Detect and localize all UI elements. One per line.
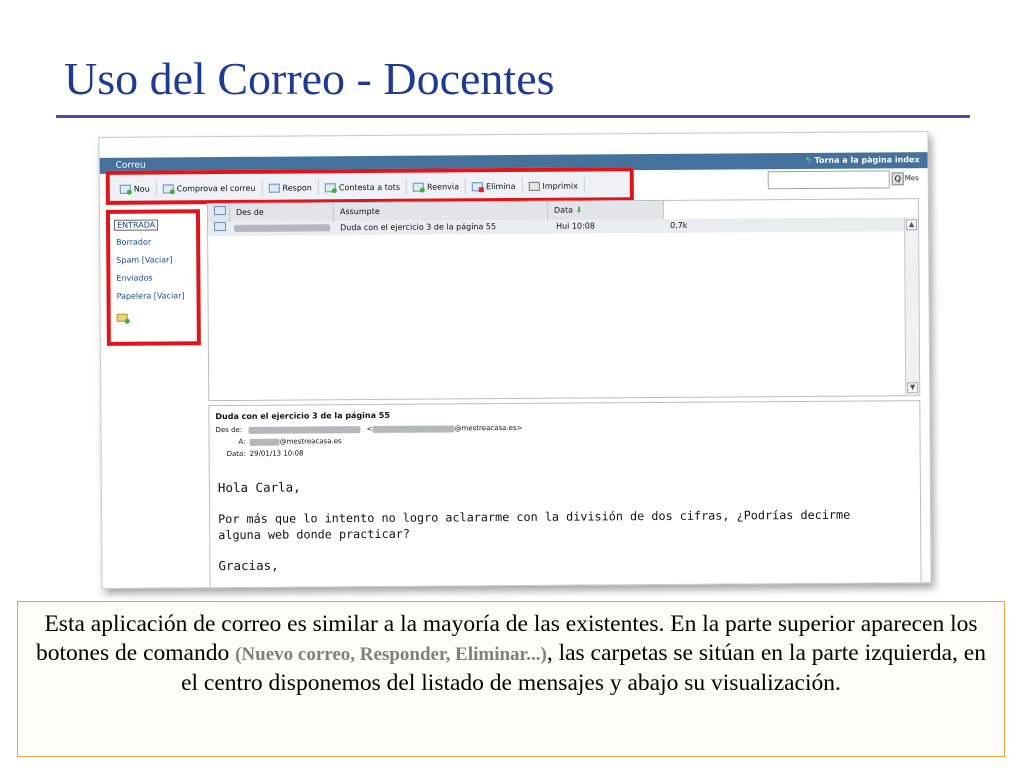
folder-entrada[interactable]: ENTRADA [114,219,158,230]
preview-to-email: @mestreacasa.es [279,437,342,446]
description-note [17,601,1005,757]
check-mail-button[interactable] [157,180,263,197]
folders-panel [106,209,201,346]
sender-redacted [234,221,330,236]
delete-button-label: Elimina [485,181,516,191]
preview-body-line1: Por más que lo intento no logro aclararme con la división de dos cifras, ¿Podrías decirme [218,507,851,527]
message-list-scrollbar[interactable] [904,217,919,395]
scroll-up-icon[interactable]: ▲ [906,219,917,230]
app-name: Correu [115,160,146,171]
new-mail-icon [120,184,131,193]
print-icon [528,181,539,190]
preview-date [216,449,304,458]
reply-all-button[interactable] [319,179,407,196]
preview-subject: Duda con el ejercicio 3 de la página 55 [215,410,390,422]
delete-button[interactable] [466,178,523,194]
folder-spam[interactable]: Spam [Vaciar] [116,255,173,265]
search-button[interactable]: Q [892,172,904,185]
toolbar [114,178,585,197]
slide-title: Uso del Correo - Docentes [64,53,555,104]
add-folder-icon[interactable] [117,314,128,322]
check-mail-button-label: Comprova el correu [176,183,256,193]
message-size: 0,7k [670,220,688,230]
reply-icon [268,183,279,192]
folder-borrador[interactable]: Borrador [116,237,152,247]
envelope-icon [214,222,226,236]
preview-greeting: Hola Carla, [217,479,301,496]
reply-button[interactable] [262,179,318,195]
new-button-label: Nou [133,184,150,194]
reply-all-button-label: Contesta a tots [338,182,401,192]
column-from[interactable]: Des de [230,203,334,222]
column-date-label: Data [553,205,574,215]
forward-button-label: Reenvia [426,181,460,192]
folder-enviados[interactable]: Enviados [116,273,153,283]
preview-to [216,437,342,446]
column-date[interactable] [548,201,664,220]
scroll-down-icon[interactable]: ▼ [907,382,918,393]
preview-closing: Gracias, [218,557,279,574]
description-text-2: , las carpetas se sitúan en la parte izquierda, en el centro disponemos del listado de mensajes y abajo su visualización. [181,639,986,696]
title-divider [56,115,970,118]
delete-icon [472,182,483,191]
preview-date-label: Data: [226,449,246,459]
preview-from-email: @mestreacasa.es> [454,423,523,433]
description-text-1: Esta aplicación de correo es similar a la mayoría de las existentes. En la parte superior aparecen los botones de comando [36,611,978,666]
preview-date-value: 29/01/13 10:08 [249,449,304,458]
message-preview [208,400,921,589]
column-subject[interactable]: Assumpte [334,202,548,221]
new-button[interactable] [114,180,157,196]
reply-all-icon [325,183,336,192]
folder-papelera[interactable]: Papelera [Vaciar] [116,291,185,301]
back-link-label: Torna a la pàgina index [814,155,920,165]
reply-button-label: Respon [282,182,312,193]
preview-to-label: A: [238,437,246,446]
preview-from-label: Des de: [215,425,243,435]
back-to-index-link[interactable] [805,152,920,169]
check-mail-icon [163,184,174,193]
email-app-screenshot [98,131,931,589]
forward-button[interactable] [407,178,466,194]
message-list [207,198,920,401]
preview-body-line2: alguna web donde practicar? [218,526,411,543]
message-subject: Duda con el ejercicio 3 de la página 55 [340,222,497,233]
toolbar-highlight [106,167,634,205]
envelope-icon [214,206,226,215]
forward-icon [413,182,424,191]
back-arrow-icon: ↰ [804,155,812,165]
description-highlight: (Nuevo correo, Responder, Eliminar...) [235,643,547,665]
message-date: Hui 10:08 [556,221,596,231]
preview-from: Des de: < @mestreacasa.es> [215,423,523,435]
column-icon [208,204,230,222]
search-input[interactable] [768,170,890,189]
print-button-label: Imprimix [542,181,579,191]
search-more-label[interactable]: Mes [904,174,919,183]
sort-arrow-icon: ⬇ [575,205,583,215]
print-button[interactable] [522,178,585,194]
